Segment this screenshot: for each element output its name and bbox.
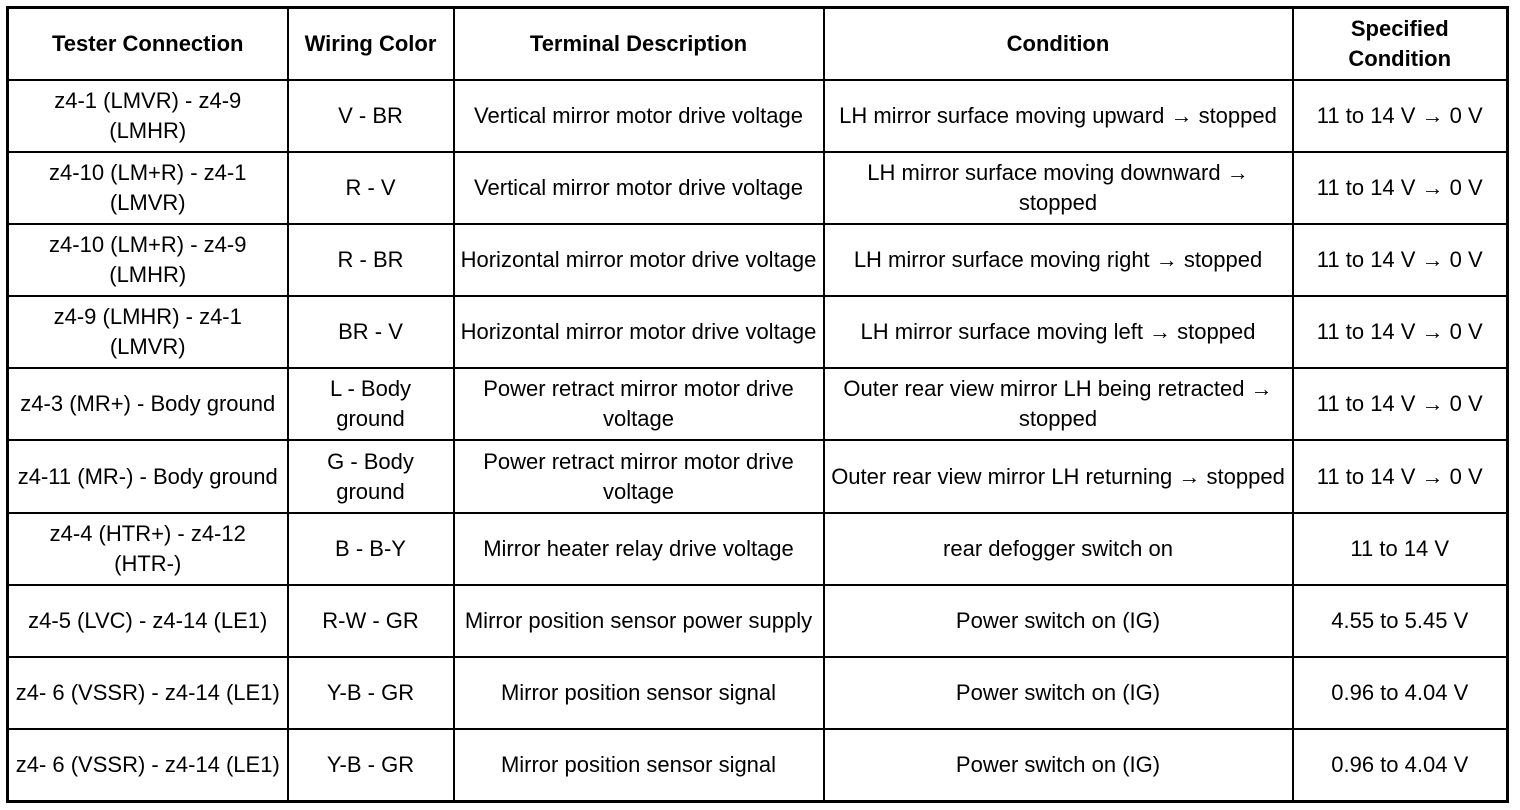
cell-condition: Power switch on (IG): [824, 729, 1293, 802]
table-row: [8, 80, 1508, 152]
cell-specified-condition: 0.96 to 4.04 V: [1293, 657, 1508, 729]
cell-wiring-color: Y-B - GR: [288, 729, 454, 802]
table-row: [8, 224, 1508, 296]
table-row: [8, 152, 1508, 224]
cell-wiring-color: R-W - GR: [288, 585, 454, 657]
cell-tester-connection: z4-1 (LMVR) - z4-9 (LMHR): [8, 80, 288, 152]
cell-terminal-description: Power retract mirror motor drive voltage: [454, 368, 824, 440]
cell-terminal-description: Mirror position sensor signal: [454, 729, 824, 802]
cell-specified-condition: 11 to 14 V → 0 V: [1293, 296, 1508, 368]
cell-terminal-description: Vertical mirror motor drive voltage: [454, 80, 824, 152]
header-condition: Condition: [824, 8, 1293, 81]
cell-wiring-color: R - V: [288, 152, 454, 224]
table-row: [8, 513, 1508, 585]
cell-specified-condition: 4.55 to 5.45 V: [1293, 585, 1508, 657]
cell-wiring-color: R - BR: [288, 224, 454, 296]
cell-terminal-description: Mirror heater relay drive voltage: [454, 513, 824, 585]
cell-wiring-color: V - BR: [288, 80, 454, 152]
cell-condition: LH mirror surface moving right → stopped: [824, 224, 1293, 296]
cell-specified-condition: 0.96 to 4.04 V: [1293, 729, 1508, 802]
cell-specified-condition: 11 to 14 V: [1293, 513, 1508, 585]
table-row: [8, 368, 1508, 440]
cell-tester-connection: z4-3 (MR+) - Body ground: [8, 368, 288, 440]
cell-tester-connection: z4- 6 (VSSR) - z4-14 (LE1): [8, 729, 288, 802]
cell-terminal-description: Mirror position sensor signal: [454, 657, 824, 729]
cell-condition: Power switch on (IG): [824, 657, 1293, 729]
cell-wiring-color: BR - V: [288, 296, 454, 368]
cell-terminal-description: Mirror position sensor power supply: [454, 585, 824, 657]
cell-terminal-description: Power retract mirror motor drive voltage: [454, 440, 824, 512]
cell-condition: LH mirror surface moving left → stopped: [824, 296, 1293, 368]
terminal-spec-table: [6, 6, 1509, 803]
cell-wiring-color: G - Body ground: [288, 440, 454, 512]
cell-wiring-color: B - B-Y: [288, 513, 454, 585]
table-header-row: [8, 8, 1508, 81]
cell-specified-condition: 11 to 14 V → 0 V: [1293, 368, 1508, 440]
cell-tester-connection: z4-5 (LVC) - z4-14 (LE1): [8, 585, 288, 657]
cell-condition: Power switch on (IG): [824, 585, 1293, 657]
cell-tester-connection: z4-10 (LM+R) - z4-9 (LMHR): [8, 224, 288, 296]
table-row: [8, 296, 1508, 368]
cell-tester-connection: z4-11 (MR-) - Body ground: [8, 440, 288, 512]
cell-tester-connection: z4-9 (LMHR) - z4-1 (LMVR): [8, 296, 288, 368]
cell-specified-condition: 11 to 14 V → 0 V: [1293, 80, 1508, 152]
cell-specified-condition: 11 to 14 V → 0 V: [1293, 152, 1508, 224]
cell-wiring-color: Y-B - GR: [288, 657, 454, 729]
cell-wiring-color: L - Body ground: [288, 368, 454, 440]
cell-specified-condition: 11 to 14 V → 0 V: [1293, 440, 1508, 512]
header-specified-condition: Specified Condition: [1293, 8, 1508, 81]
document-sheet: [6, 6, 1506, 803]
cell-condition: LH mirror surface moving downward → stopped: [824, 152, 1293, 224]
cell-condition: Outer rear view mirror LH being retracted → stopped: [824, 368, 1293, 440]
cell-terminal-description: Horizontal mirror motor drive voltage: [454, 224, 824, 296]
cell-condition: rear defogger switch on: [824, 513, 1293, 585]
table-row: [8, 657, 1508, 729]
header-terminal-description: Terminal Description: [454, 8, 824, 81]
header-tester-connection: Tester Connection: [8, 8, 288, 81]
cell-tester-connection: z4-4 (HTR+) - z4-12 (HTR-): [8, 513, 288, 585]
cell-terminal-description: Vertical mirror motor drive voltage: [454, 152, 824, 224]
table-row: [8, 729, 1508, 802]
table-row: [8, 585, 1508, 657]
cell-condition: Outer rear view mirror LH returning → stopped: [824, 440, 1293, 512]
cell-condition: LH mirror surface moving upward → stopped: [824, 80, 1293, 152]
header-wiring-color: Wiring Color: [288, 8, 454, 81]
cell-tester-connection: z4-10 (LM+R) - z4-1 (LMVR): [8, 152, 288, 224]
cell-tester-connection: z4- 6 (VSSR) - z4-14 (LE1): [8, 657, 288, 729]
table-row: [8, 440, 1508, 512]
cell-specified-condition: 11 to 14 V → 0 V: [1293, 224, 1508, 296]
cell-terminal-description: Horizontal mirror motor drive voltage: [454, 296, 824, 368]
